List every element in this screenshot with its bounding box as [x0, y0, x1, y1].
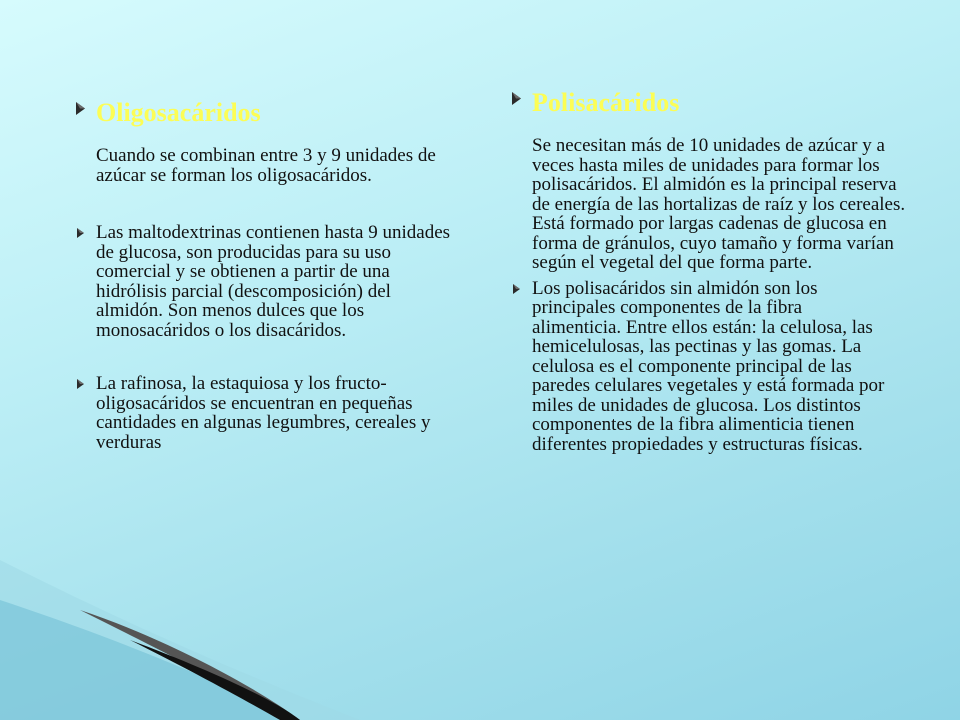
list-item-text: Los polisacáridos sin almidón son los principales componentes de la fibra alimenticia. Entre ellos están: la celulosa, las hemicelulosas, las pectinas y las gomas. La celulosa es el componente principal de las paredes celulares vegetales y está formada por miles de unidades de glucosa. Los distintos componentes de la fibra alimenticia tienen diferentes propiedades y estructuras físicas.	[532, 277, 885, 455]
polisacaridos-heading-row	[508, 86, 908, 120]
arrow-bullet-icon	[72, 223, 88, 238]
arrow-bullet-icon	[72, 96, 88, 115]
list-item	[72, 374, 472, 452]
left-column	[72, 96, 472, 452]
arrow-bullet-icon	[508, 86, 524, 105]
oligosacaridos-heading-row	[72, 96, 472, 130]
section-heading: Polisacáridos	[532, 88, 680, 117]
list-item	[508, 279, 908, 455]
section-intro: Se necesitan más de 10 unidades de azúcar y a veces hasta miles de unidades para formar los polisacáridos. El almidón es la principal reserva de energía de las hortalizas de raíz y los cereales. Está formado por largas cadenas de glucosa en forma de gránulos, cuyo tamaño y forma varían según el vegetal del que forma parte.	[532, 135, 906, 273]
list-item-text: Las maltodextrinas contienen hasta 9 unidades de glucosa, son producidas para su uso comercial y se obtienen a partir de una hidrólisis parcial (descomposición) del almidón. Son menos dulces que los monosacáridos o los disacáridos.	[96, 222, 451, 341]
list-item	[72, 223, 472, 340]
section-intro: Cuando se combinan entre 3 y 9 unidades de azúcar se forman los oligosacáridos.	[96, 145, 436, 186]
list-item-text: La rafinosa, la estaquiosa y los fructo-oligosacáridos se encuentran en pequeñas cantidades en algunas legumbres, cereales y verduras	[96, 373, 431, 453]
arrow-bullet-icon	[72, 374, 88, 389]
section-heading: Oligosacáridos	[96, 98, 261, 127]
right-column	[508, 86, 908, 454]
arrow-bullet-icon	[508, 279, 524, 294]
